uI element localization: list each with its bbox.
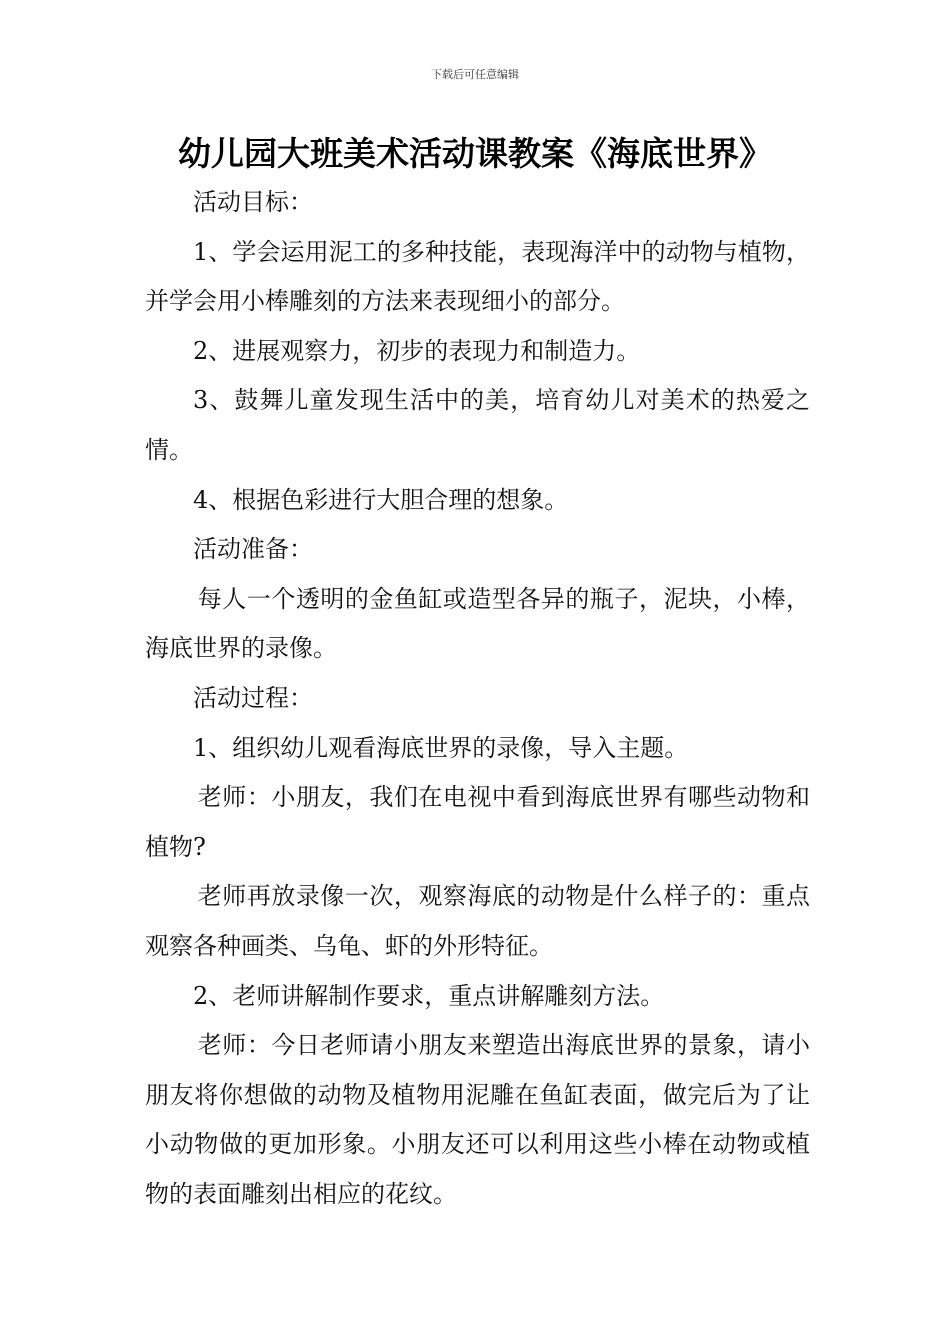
preparation-paragraph: 每人一个透明的金鱼缸或造型各异的瓶子，泥块，小棒，海底世界的录像。 xyxy=(145,584,810,663)
goal-item-2: 2、进展观察力，初步的表现力和制造力。 xyxy=(193,336,641,365)
section-heading-preparation: 活动准备： xyxy=(193,535,313,564)
section-heading-goals: 活动目标： xyxy=(193,188,313,216)
goal-item-4: 4、根据色彩进行大胆合理的想象。 xyxy=(193,485,569,514)
document-title: 幼儿园大班美术活动课教案《海底世界》 xyxy=(178,134,772,173)
goal-item-1: 1、学会运用泥工的多种技能，表现海洋中的动物与植物，并学会用小棒雕刻的方法来表现细小的部分。 xyxy=(145,237,810,316)
document-body xyxy=(145,178,810,1219)
goal-item-3: 3、鼓舞儿童发现生活中的美，培育幼儿对美术的热爱之情。 xyxy=(145,386,810,464)
process-step-2: 2、老师讲解制作要求，重点讲解雕刻方法。 xyxy=(193,981,665,1010)
replay-video-paragraph: 老师再放录像一次，观察海底的动物是什么样子的：重点观察各种画类、乌龟、虾的外形特征。 xyxy=(145,882,810,960)
teacher-question-paragraph: 老师：小朋友，我们在电视中看到海底世界有哪些动物和植物? xyxy=(145,783,810,861)
process-step-1: 1、组织幼儿观看海底世界的录像，导入主题。 xyxy=(193,733,689,762)
header-note: 下载后可任意编辑 xyxy=(431,68,519,81)
teacher-instruction-paragraph: 老师：今日老师请小朋友来塑造出海底世界的景象，请小朋友将你想做的动物及植物用泥雕在鱼缸表面，做完后为了让小动物做的更加形象。小朋友还可以利用这些小棒在动物或植物的表面雕刻出相应的花纹。 xyxy=(145,1031,810,1208)
section-heading-process: 活动过程： xyxy=(193,683,313,712)
